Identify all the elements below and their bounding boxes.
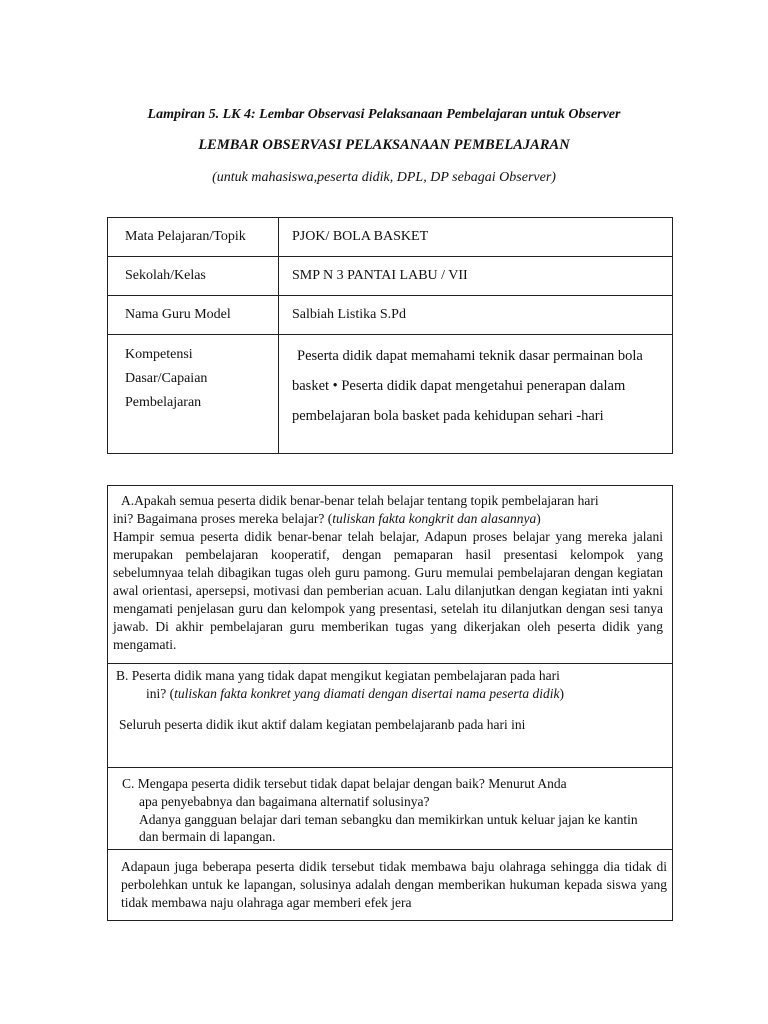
- lampiran-heading: Lampiran 5. LK 4: Lembar Observasi Pelaksanaan Pembelajaran untuk Observer: [147, 107, 621, 122]
- table-row: [108, 257, 673, 296]
- row-label-mata-pelajaran: Mata Pelajaran/Topik: [108, 218, 279, 257]
- section-c: [108, 767, 672, 849]
- section-a: [108, 486, 672, 663]
- section-d: [108, 849, 672, 920]
- question-b-line2: [116, 685, 664, 703]
- question-a-close: ): [536, 511, 541, 526]
- question-a-text: ini? Bagaimana proses mereka belajar? (: [113, 511, 333, 526]
- question-b-text: ini? (: [146, 686, 175, 701]
- row-value-sekolah-kelas: SMP N 3 PANTAI LABU / VII: [279, 257, 673, 296]
- table-row: [108, 335, 673, 454]
- kompetensi-label-line: Pembelajaran: [125, 395, 202, 410]
- question-c-line1: C. Mengapa peserta didik tersebut tidak dapat belajar dengan baik? Menurut Anda: [122, 776, 567, 791]
- kompetensi-label-line: Dasar/Capaian: [125, 371, 208, 386]
- answer-d: Adapaun juga beberapa peserta didik tersebut tidak membawa baju olahraga sehingga dia tidak di perbolehkan untuk ke lapangan, solusinya adalah dengan memberikan hukuman kepada siswa yang tidak membawa naju olahraga agar memberi efek jera: [121, 859, 667, 910]
- info-table: [107, 217, 673, 454]
- answer-a: Hampir semua peserta didik benar-benar telah belajar, Adapun proses belajar yang mereka jalani merupakan pembelajaran kooperatif, dengan pemaparan hasil presentasi kelompok yang sebelumnyaa telah dibagikan tugas oleh guru pamong. Guru memulai pembelajaran dengan kegiatan awal orientasi, apersepsi, motivasi dan pemberian acuan. Lalu dilanjutkan dengan kegiatan inti yakni mengamati penjelasan guru dan kelompok yang presentasi, setelah itu dilanjutkan dengan sesi tanya jawab. Di akhir pembelajaran guru memberikan tugas yang dikerjakan oleh peserta didik yang mengamati.: [113, 529, 663, 652]
- question-a-line1: A.Apakah semua peserta didik benar-benar telah belajar tentang topik pembelajaran hari: [121, 493, 599, 508]
- row-label-sekolah-kelas: Sekolah/Kelas: [108, 257, 279, 296]
- question-b-note: tuliskan fakta konkret yang diamati dengan disertai nama peserta didik: [174, 686, 560, 701]
- table-row: [108, 296, 673, 335]
- kompetensi-value-line: basket • Peserta didik dapat mengetahui penerapan dalam: [292, 378, 626, 394]
- row-label-kompetensi: [108, 335, 279, 454]
- section-b: [108, 663, 672, 767]
- page-subtitle: (untuk mahasiswa,peserta didik, DPL, DP sebagai Observer): [212, 170, 556, 185]
- kompetensi-value-line: pembelajaran bola basket pada kehidupan sehari -hari: [292, 408, 604, 424]
- question-a-line2: [113, 510, 667, 528]
- question-a-note: tuliskan fakta kongkrit dan alasannya: [332, 511, 537, 526]
- page-title: LEMBAR OBSERVASI PELAKSANAAN PEMBELAJARAN: [198, 137, 570, 153]
- question-c-line2: apa penyebabnya dan bagaimana alternatif solusinya?: [139, 794, 430, 809]
- question-b-line1: B. Peserta didik mana yang tidak dapat mengikut kegiatan pembelajaran pada hari: [116, 668, 560, 683]
- kompetensi-value-line: Peserta didik dapat memahami teknik dasar permainan bola: [297, 348, 643, 364]
- row-value-mata-pelajaran: PJOK/ BOLA BASKET: [279, 218, 673, 257]
- answer-b: Seluruh peserta didik ikut aktif dalam kegiatan pembelajaranb pada hari ini: [119, 717, 526, 732]
- kompetensi-label-line: Kompetensi: [125, 347, 193, 362]
- row-value-kompetensi: [279, 335, 673, 454]
- row-value-nama-guru: Salbiah Listika S.Pd: [279, 296, 673, 335]
- table-row: [108, 218, 673, 257]
- answer-c-line2: dan bermain di lapangan.: [139, 829, 276, 844]
- answer-c-line1: Adanya gangguan belajar dari teman sebangku dan memikirkan untuk keluar jajan ke kantin: [139, 812, 638, 827]
- observation-box: [107, 485, 673, 921]
- question-b-close: ): [559, 686, 564, 701]
- row-label-nama-guru: Nama Guru Model: [108, 296, 279, 335]
